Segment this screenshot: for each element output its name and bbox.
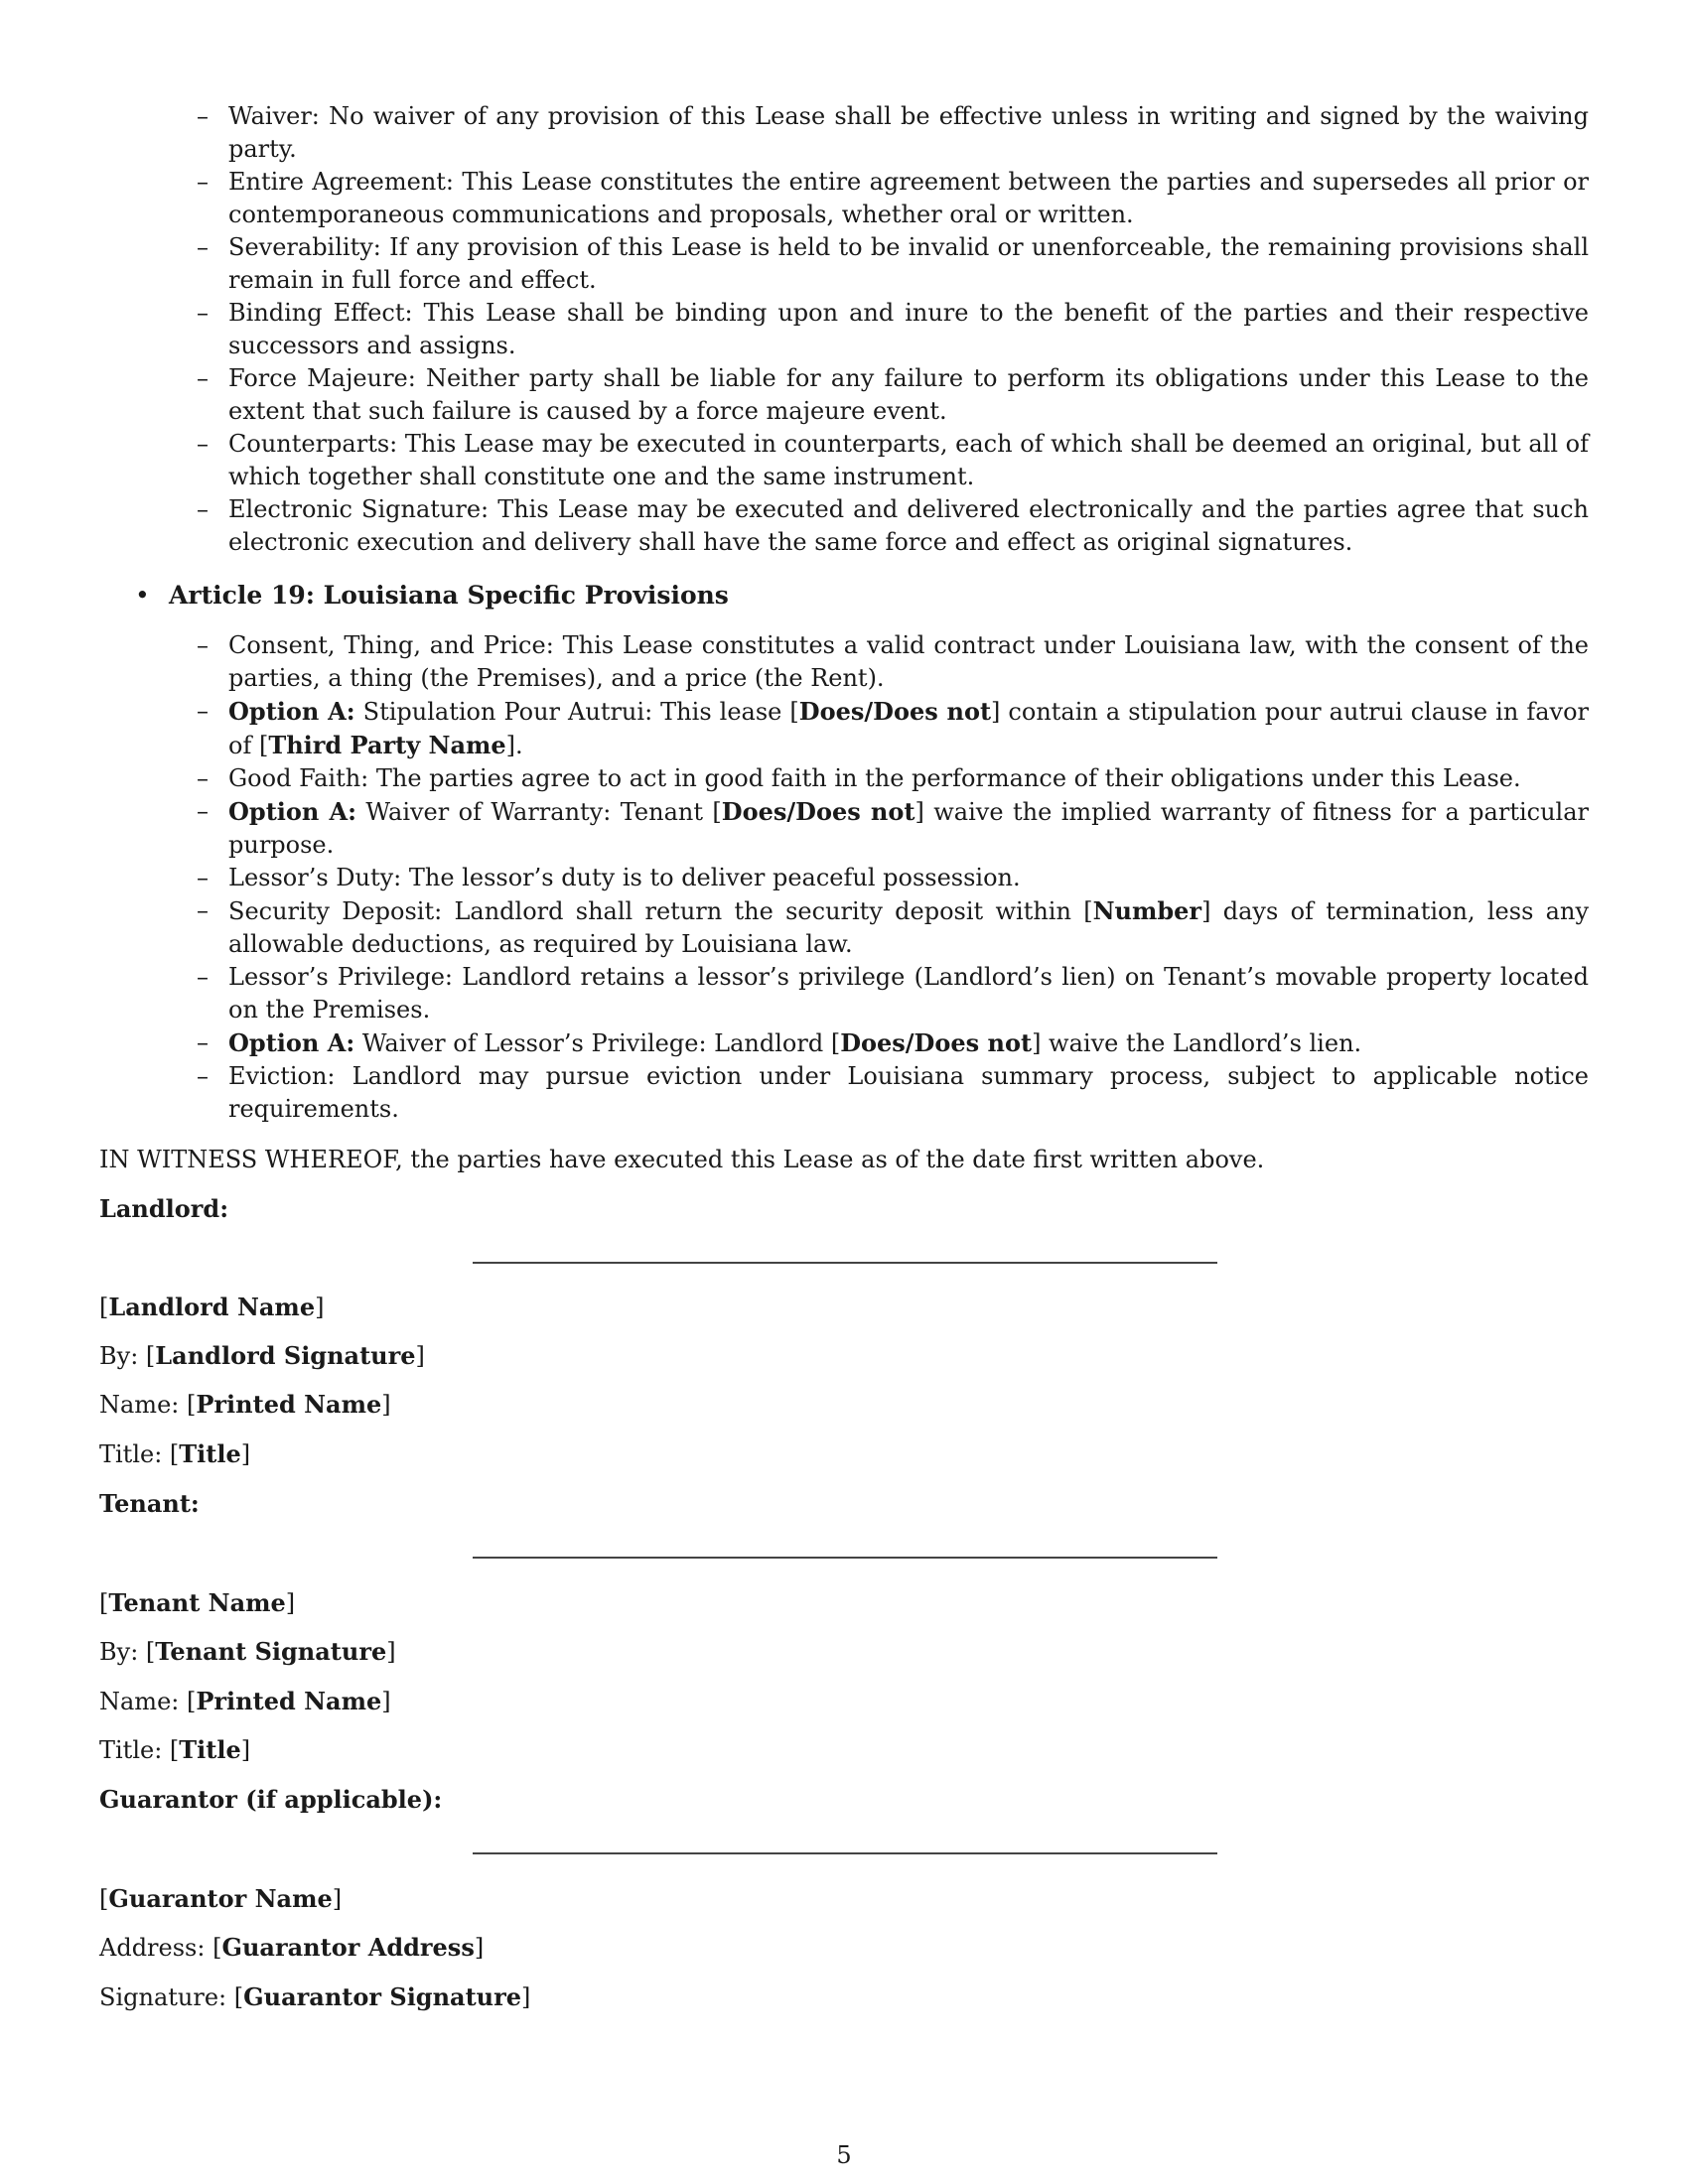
item-security-deposit: – Security Deposit: Landlord shall return the security deposit within [Number] days of termination, less any allowable deductions, as required by Louisiana law.	[197, 896, 1589, 958]
tenant-by: By: [Tenant Signature]	[99, 1637, 396, 1666]
item-good-faith: – Good Faith: The parties agree to act in good faith in the performance of their obligations under this Lease.	[197, 764, 1521, 792]
provision-electronic-signature: – Electronic Signature: This Lease may be executed and delivered electronically and the parties agree that such electronic execution and delivery shall have the same force and effect as original signatures.	[197, 495, 1590, 556]
provision-severability: – Severability: If any provision of this Lease is held to be invalid or unenforceable, the remaining provisions shall remain in full force and effect.	[197, 233, 1589, 294]
provision-waiver: – Waiver: No waiver of any provision of this Lease shall be effective unless in writing and signed by the waiving party.	[197, 102, 1589, 163]
item-lessor-duty: – Lessor’s Duty: The lessor’s duty is to deliver peaceful possession.	[197, 864, 1021, 891]
witness-paragraph: IN WITNESS WHEREOF, the parties have executed this Lease as of the date first written above.	[99, 1146, 1265, 1173]
landlord-signature-line	[473, 1262, 1217, 1264]
tenant-name: [Tenant Name]	[99, 1588, 296, 1617]
article-19-list	[197, 629, 1589, 1126]
guarantor-name: [Guarantor Name]	[99, 1884, 343, 1913]
item-warranty: – Option A: Waiver of Warranty: Tenant [Does/Does not] waive the implied warranty of fitness for a particular purpose.	[197, 797, 1590, 859]
article-19-heading: • Article 19: Louisiana Specific Provisions	[135, 581, 729, 610]
tenant-signature-line	[473, 1557, 1217, 1559]
item-privilege-waiver: – Option A: Waiver of Lessor’s Privilege: Landlord [Does/Does not] waive the Landlord’s lien.	[197, 1028, 1362, 1057]
item-lessor-privilege: – Lessor’s Privilege: Landlord retains a lessor’s privilege (Landlord’s lien) on Tenant’s movable property located on the Premises.	[197, 963, 1589, 1024]
item-stipulation: – Option A: Stipulation Pour Autrui: This lease [Does/Does not] contain a stipulation pour autrui clause in favor of [Third Party Name].	[197, 697, 1589, 759]
tenant-printed-name: Name: [Printed Name]	[99, 1687, 391, 1715]
page-number: 5	[836, 2141, 852, 2169]
landlord-title: Title: [Title]	[99, 1439, 251, 1468]
guarantor-signature: Signature: [Guarantor Signature]	[99, 1982, 531, 2011]
bullet-icon: •	[135, 581, 150, 610]
provision-entire-agreement: – Entire Agreement: This Lease constitutes the entire agreement between the parties and supersedes all prior or contemporaneous communications and proposals, whether oral or written.	[197, 168, 1589, 228]
general-provisions-list	[197, 100, 1589, 559]
landlord-name: [Landlord Name]	[99, 1293, 325, 1321]
provision-force-majeure: – Force Majeure: Neither party shall be liable for any failure to perform its obligations under this Lease to the extent that such failure is caused by a force majeure event.	[197, 364, 1590, 425]
item-consent: – Consent, Thing, and Price: This Lease constitutes a valid contract under Louisiana law, with the consent of the parties, a thing (the Premises), and a price (the Rent).	[197, 631, 1589, 692]
guarantor-heading: Guarantor (if applicable):	[99, 1785, 443, 1814]
guarantor-signature-line	[473, 1852, 1217, 1854]
item-eviction: – Eviction: Landlord may pursue eviction under Louisiana summary process, subject to applicable notice requirements.	[197, 1062, 1589, 1123]
provision-counterparts: – Counterparts: This Lease may be executed in counterparts, each of which shall be deemed an original, but all of which together shall constitute one and the same instrument.	[197, 430, 1589, 490]
tenant-title: Title: [Title]	[99, 1735, 251, 1764]
provision-binding-effect: – Binding Effect: This Lease shall be binding upon and inure to the benefit of the parties and their respective successors and assigns.	[197, 299, 1590, 359]
landlord-heading: Landlord:	[99, 1194, 229, 1223]
tenant-heading: Tenant:	[99, 1489, 200, 1518]
landlord-printed-name: Name: [Printed Name]	[99, 1390, 391, 1419]
landlord-by: By: [Landlord Signature]	[99, 1341, 425, 1370]
guarantor-address: Address: [Guarantor Address]	[99, 1933, 485, 1962]
